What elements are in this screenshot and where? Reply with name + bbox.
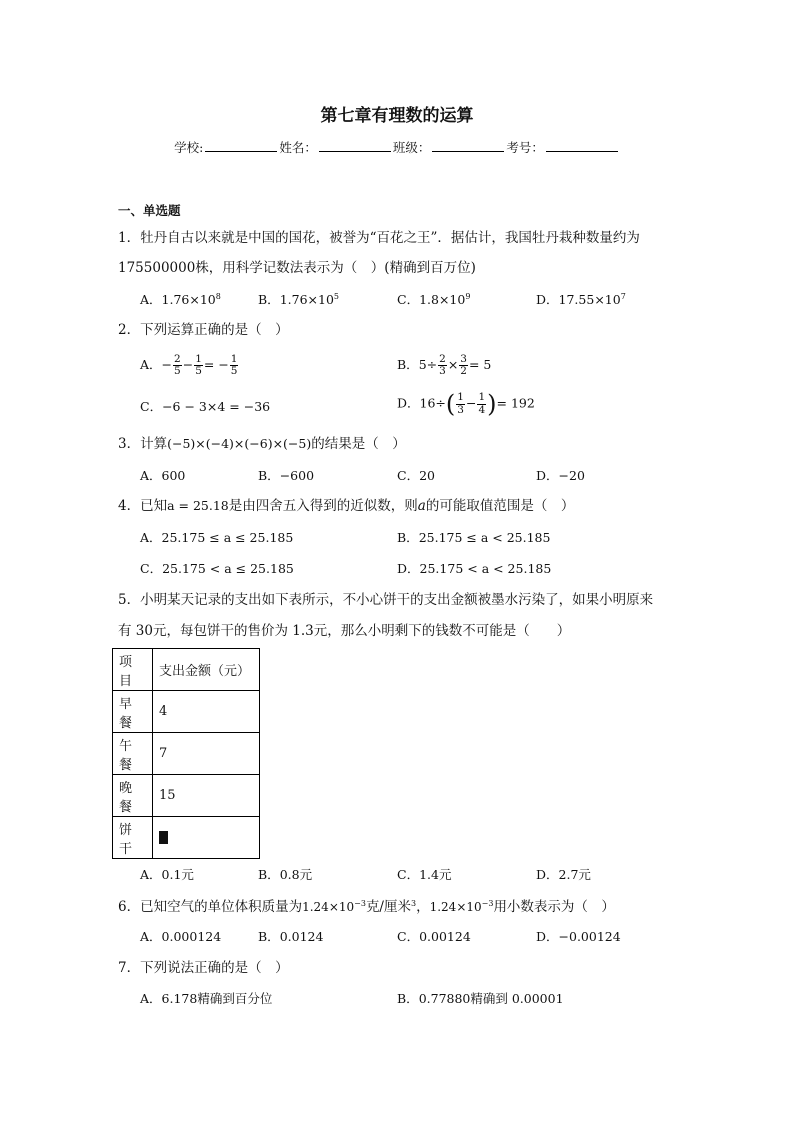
section-heading: 一、单选题 [118, 203, 181, 218]
table-cell: 7 [153, 733, 260, 775]
q1-option-b[interactable]: B．$1.76\times 10^5$ [258, 292, 339, 307]
q7-stem: 7．下列说法正确的是（ ） [118, 960, 289, 976]
table-header-row [113, 649, 260, 691]
q5-option-b[interactable]: B．0.8元 [258, 867, 313, 882]
q3-option-d[interactable]: D．−20 [536, 468, 585, 483]
q6-option-a[interactable]: A．0.000124 [140, 929, 222, 944]
class-label: 班级： [392, 140, 431, 155]
q6-option-c[interactable]: C．0.00124 [397, 929, 471, 944]
q4-stem: 4．已知a = 25.18是由四舍五入得到的近似数，则a的可能取值范围是（ ） [118, 498, 575, 514]
q5-line1: 5．小明某天记录的支出如下表所示，不小心饼干的支出金额被墨水污染了，如果小明原来 [118, 592, 654, 608]
q4-option-b[interactable]: B．25.175 ≤ a < 25.185 [397, 530, 551, 545]
q3-option-c[interactable]: C．20 [397, 468, 435, 483]
school-blank[interactable] [205, 140, 277, 152]
table-cell: 15 [153, 775, 260, 817]
q4-option-a[interactable]: A．25.175 ≤ a ≤ 25.185 [140, 530, 294, 545]
page-title: 第七章有理数的运算 [320, 106, 474, 126]
table-cell [153, 817, 260, 859]
q5-line2: 有 30元，每包饼干的售价为 1.3元，那么小明剩下的钱数不可能是（ ） [118, 623, 571, 639]
ink-blot-icon [159, 831, 168, 844]
table-row [113, 691, 260, 733]
q6-stem: 6．已知空气的单位体积质量为$1.24\times 10^{-3}$克/厘米$^3$，$1.24\times 10^{-3}$用小数表示为（ ） [118, 899, 615, 915]
table-row [113, 733, 260, 775]
name-label: 姓名： [279, 140, 317, 155]
table-header-cell: 支出金额（元） [153, 649, 260, 691]
table-row [113, 775, 260, 817]
q1-line2: 175500000株，用科学记数法表示为（ ）(精确到百万位) [118, 260, 476, 276]
q5-option-a[interactable]: A．0.1元 [140, 867, 194, 882]
class-blank[interactable] [432, 140, 504, 152]
q1-line1: 1．牡丹自古以来就是中国的国花，被誉为“百花之王”．据估计，我国牡丹栽种数量约为 [118, 230, 640, 246]
q7-option-a[interactable]: A．6.178精确到百分位 [140, 991, 273, 1006]
q4-option-d[interactable]: D．25.175 < a < 25.185 [397, 561, 552, 576]
name-blank[interactable] [319, 140, 391, 152]
q5-option-c[interactable]: C．1.4元 [397, 867, 452, 882]
table-cell: 4 [153, 691, 260, 733]
q5-option-d[interactable]: D．2.7元 [536, 867, 591, 882]
q1-option-c[interactable]: C．$1.8\times 10^9$ [397, 292, 471, 307]
q6-option-b[interactable]: B．0.0124 [258, 929, 324, 944]
q7-option-b[interactable]: B．0.77880精确到 0.00001 [397, 991, 564, 1006]
table-cell: 饼干 [113, 817, 153, 859]
q2-option-a[interactable]: A．− $\frac{2}{5}$ − $\frac{1}{5}$ = − $\frac{1}{5}$ [140, 353, 238, 378]
table-cell: 晚餐 [113, 775, 153, 817]
number-blank[interactable] [546, 140, 618, 152]
q2-option-b[interactable]: B．5÷ $\frac{2}{3}$ × $\frac{3}{2}$ = 5 [397, 353, 492, 378]
q3-option-a[interactable]: A．600 [140, 468, 186, 483]
table-cell: 早餐 [113, 691, 153, 733]
expense-table [112, 648, 260, 859]
number-label: 考号： [506, 140, 544, 155]
table-cell: 午餐 [113, 733, 153, 775]
table-header-cell: 项目 [113, 649, 153, 691]
student-info-line [0, 140, 794, 155]
q2-option-d[interactable]: D．16÷( $\frac{1}{3}$ − $\frac{1}{4}$ )= 192 [397, 390, 535, 418]
q2-option-c[interactable]: C．−6 − 3×4 = −36 [140, 399, 271, 414]
q4-option-c[interactable]: C．25.175 < a ≤ 25.185 [140, 561, 294, 576]
q3-stem: 3．计算(−5)×(−4)×(−6)×(−5)的结果是（ ） [118, 436, 406, 452]
q2-stem: 2．下列运算正确的是（ ） [118, 322, 289, 338]
q1-option-d[interactable]: D．$17.55\times 10^7$ [536, 292, 626, 307]
school-label: 学校: [174, 140, 204, 155]
q6-option-d[interactable]: D．−0.00124 [536, 929, 621, 944]
q1-option-a[interactable]: A．$1.76\times 10^8$ [140, 292, 221, 307]
q3-option-b[interactable]: B．−600 [258, 468, 315, 483]
table-row [113, 817, 260, 859]
